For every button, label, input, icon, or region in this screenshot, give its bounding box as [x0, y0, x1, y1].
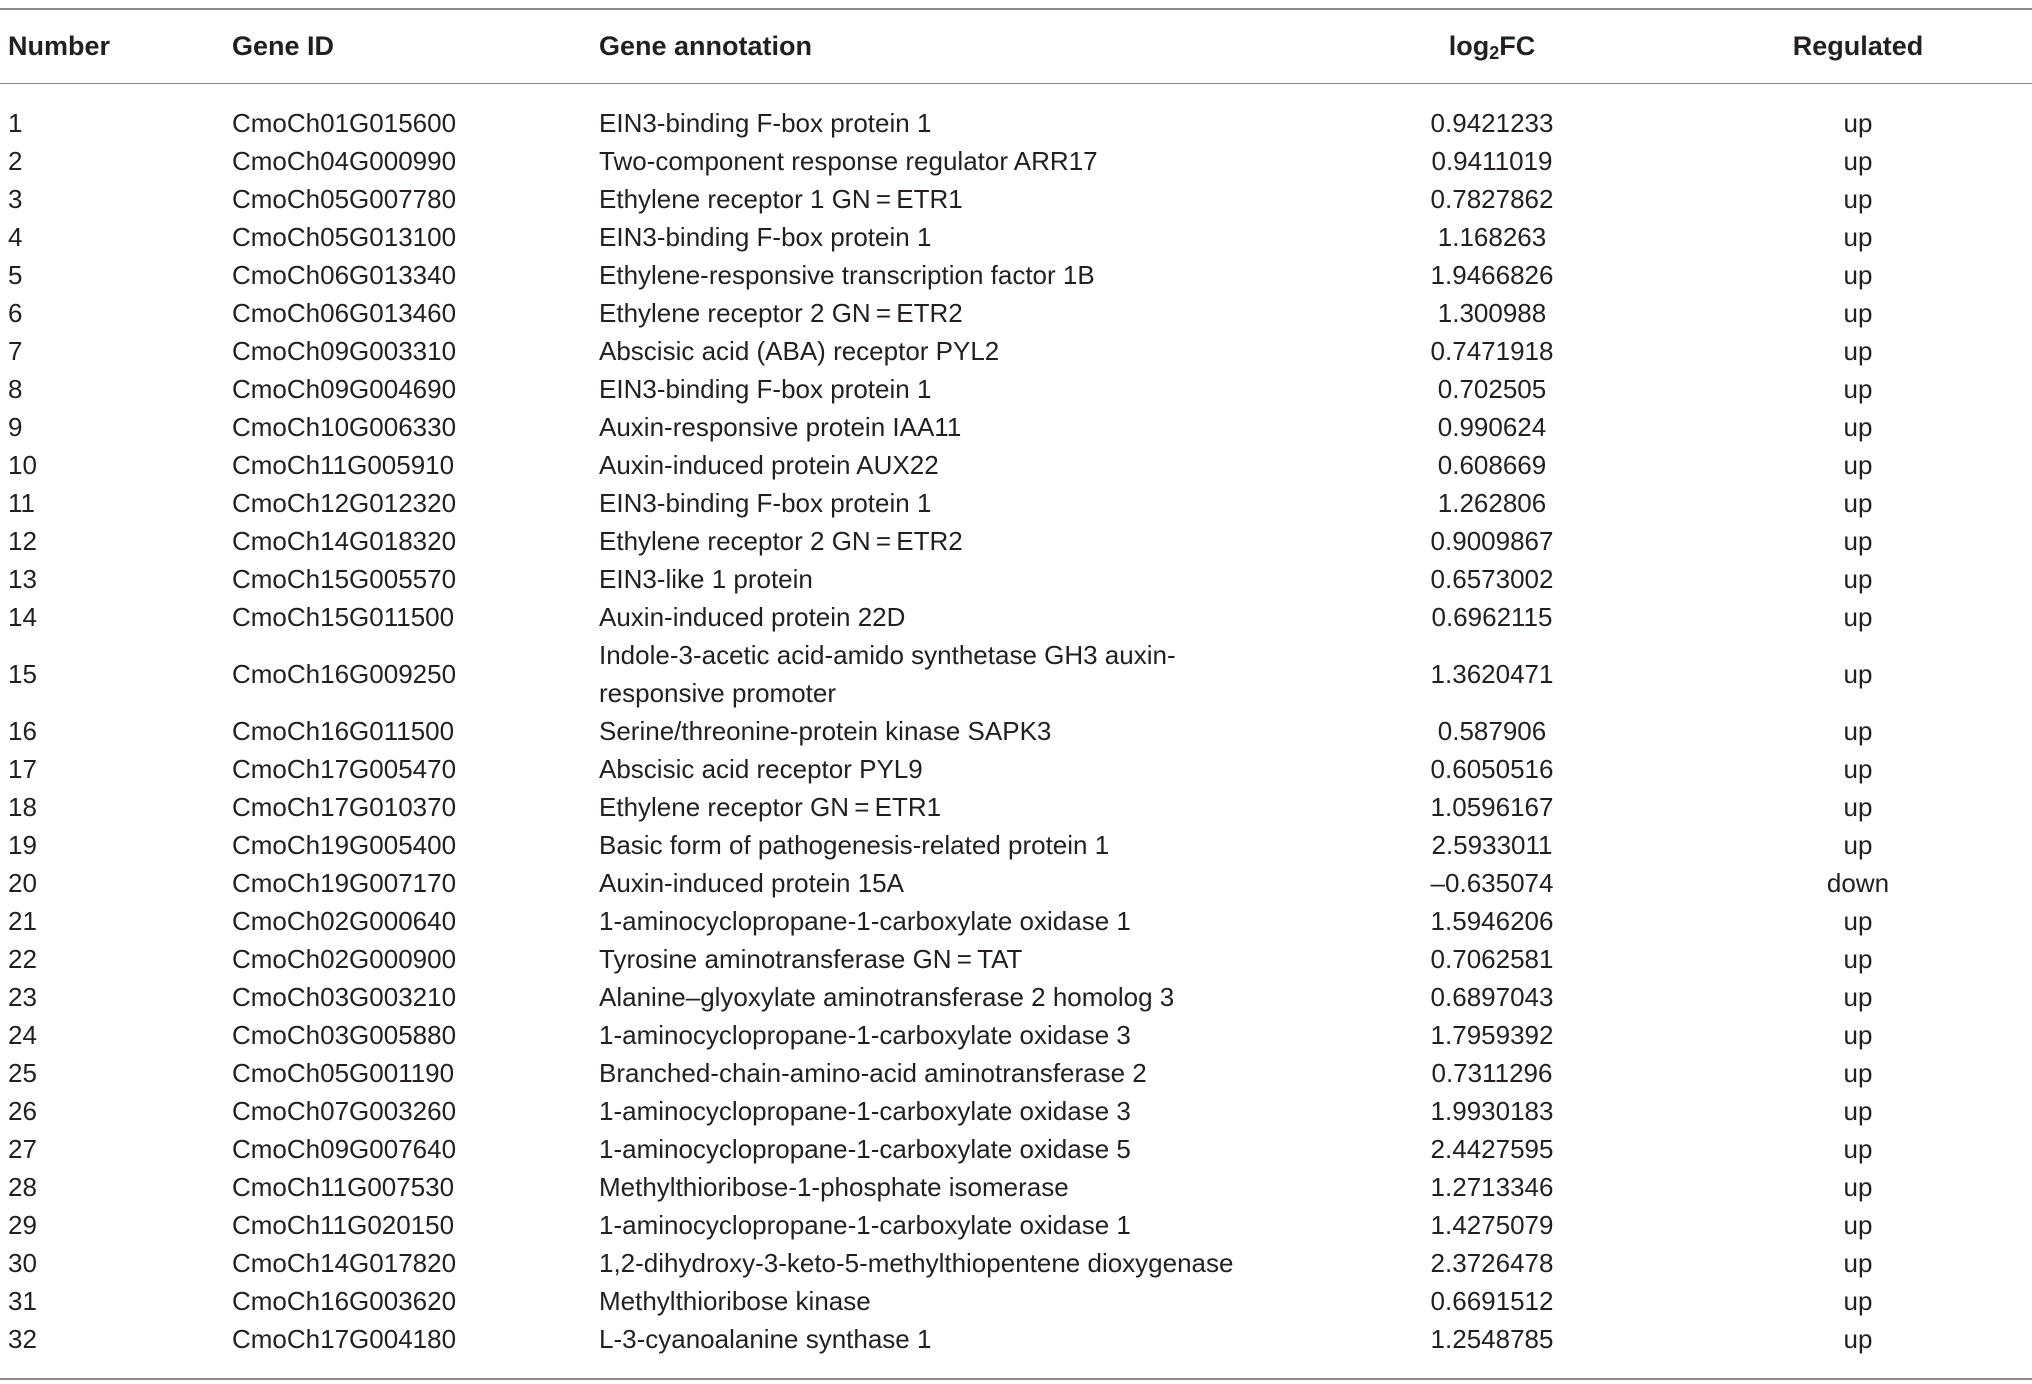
- cell-log2fc: 0.9411019: [1431, 145, 1553, 176]
- cell-gene-id: CmoCh17G005470: [232, 753, 457, 784]
- cell-gene-id: CmoCh05G001190: [232, 1057, 455, 1088]
- cell-gene-id: CmoCh07G003260: [232, 1095, 457, 1126]
- cell-number: 20: [8, 867, 37, 898]
- cell-regulated: up: [1843, 829, 1873, 860]
- cell-gene-annotation: Ethylene receptor 1 GN = ETR1: [599, 183, 963, 214]
- cell-gene-annotation: Abscisic acid (ABA) receptor PYL2: [599, 335, 1000, 366]
- cell-gene-annotation: EIN3-binding F-box protein 1: [599, 107, 932, 138]
- header-log2fc-suffix: FC: [1499, 31, 1536, 61]
- cell-gene-annotation: Tyrosine aminotransferase GN = TAT: [599, 943, 1023, 974]
- table-row: [0, 1016, 2032, 1054]
- cell-log2fc: 1.2548785: [1430, 1323, 1554, 1354]
- table-row: [0, 1168, 2032, 1206]
- cell-gene-id: CmoCh15G005570: [232, 563, 457, 594]
- cell-log2fc: 0.7062581: [1430, 943, 1554, 974]
- cell-gene-id: CmoCh04G000990: [232, 145, 457, 176]
- cell-log2fc: 0.702505: [1437, 373, 1547, 404]
- cell-regulated: up: [1843, 1247, 1873, 1278]
- cell-log2fc: 2.5933011: [1431, 829, 1553, 860]
- cell-gene-id: CmoCh19G005400: [232, 829, 457, 860]
- cell-number: 24: [8, 1019, 37, 1050]
- cell-gene-id: CmoCh03G005880: [232, 1019, 457, 1050]
- cell-log2fc: 0.6573002: [1430, 563, 1554, 594]
- cell-log2fc: 0.6962115: [1431, 601, 1553, 632]
- cell-regulated: up: [1843, 601, 1873, 632]
- cell-gene-annotation: 1-aminocyclopropane-1-carboxylate oxidase 3: [599, 1019, 1131, 1050]
- cell-gene-annotation: Serine/threonine-protein kinase SAPK3: [599, 715, 1052, 746]
- cell-number: 31: [8, 1285, 37, 1316]
- table-row: [0, 902, 2032, 940]
- cell-log2fc: 1.168263: [1437, 221, 1547, 252]
- cell-gene-annotation: Indole-3-acetic acid-amido synthetase GH3 auxin-responsive promoter: [599, 640, 1176, 708]
- cell-gene-id: CmoCh09G003310: [232, 335, 457, 366]
- cell-gene-id: CmoCh15G011500: [232, 601, 455, 632]
- cell-number: 9: [8, 411, 23, 442]
- table-row: [0, 1092, 2032, 1130]
- cell-log2fc: 0.608669: [1437, 449, 1547, 480]
- cell-log2fc: 1.300988: [1437, 297, 1547, 328]
- header-gene-annotation: Gene annotation: [599, 31, 813, 61]
- cell-number: 21: [8, 905, 37, 936]
- cell-regulated: up: [1843, 335, 1873, 366]
- cell-number: 14: [8, 601, 37, 632]
- cell-regulated: up: [1843, 183, 1873, 214]
- table-row: [0, 484, 2032, 522]
- cell-log2fc: 0.7471918: [1430, 335, 1554, 366]
- cell-log2fc: 2.4427595: [1430, 1133, 1554, 1164]
- cell-number: 30: [8, 1247, 37, 1278]
- table-row: [0, 1130, 2032, 1168]
- cell-regulated: up: [1843, 1323, 1873, 1354]
- cell-number: 29: [8, 1209, 37, 1240]
- cell-gene-annotation: 1,2-dihydroxy-3-keto-5-methylthiopentene dioxygenase: [599, 1247, 1234, 1278]
- table-row: [0, 598, 2032, 636]
- cell-number: 18: [8, 791, 37, 822]
- table-row: [0, 370, 2032, 408]
- cell-number: 4: [8, 221, 23, 252]
- header-number: Number: [8, 31, 111, 61]
- cell-regulated: up: [1843, 1209, 1873, 1240]
- cell-regulated: up: [1843, 563, 1873, 594]
- cell-log2fc: 1.2713346: [1430, 1171, 1554, 1202]
- cell-gene-id: CmoCh11G020150: [232, 1209, 455, 1240]
- table-row: [0, 560, 2032, 598]
- cell-log2fc: –0.635074: [1430, 867, 1554, 898]
- cell-regulated: up: [1843, 753, 1873, 784]
- cell-gene-annotation: Ethylene receptor GN = ETR1: [599, 791, 942, 822]
- cell-number: 26: [8, 1095, 37, 1126]
- cell-regulated: up: [1843, 449, 1873, 480]
- table-row: [0, 940, 2032, 978]
- cell-gene-id: CmoCh09G007640: [232, 1133, 457, 1164]
- cell-number: 25: [8, 1057, 37, 1088]
- cell-regulated: up: [1843, 1171, 1873, 1202]
- table-body: [0, 104, 2032, 1358]
- table-header-row: [0, 20, 2032, 72]
- cell-gene-id: CmoCh01G015600: [232, 107, 457, 138]
- cell-log2fc: 1.0596167: [1430, 791, 1554, 822]
- cell-gene-annotation: 1-aminocyclopropane-1-carboxylate oxidase 1: [599, 1209, 1131, 1240]
- cell-gene-id: CmoCh19G007170: [232, 867, 457, 898]
- cell-number: 19: [8, 829, 37, 860]
- table-row: [0, 180, 2032, 218]
- cell-gene-id: CmoCh05G013100: [232, 221, 457, 252]
- cell-gene-annotation: Auxin-induced protein AUX22: [599, 449, 939, 480]
- cell-log2fc: 2.3726478: [1430, 1247, 1554, 1278]
- cell-number: 7: [8, 335, 23, 366]
- cell-gene-id: CmoCh02G000640: [232, 905, 457, 936]
- cell-number: 23: [8, 981, 37, 1012]
- cell-number: 5: [8, 259, 23, 290]
- cell-regulated: up: [1843, 1095, 1873, 1126]
- cell-gene-annotation: Abscisic acid receptor PYL9: [599, 753, 923, 784]
- cell-log2fc: 1.7959392: [1430, 1019, 1554, 1050]
- cell-regulated: up: [1843, 1133, 1873, 1164]
- cell-gene-id: CmoCh05G007780: [232, 183, 457, 214]
- cell-gene-id: CmoCh02G000900: [232, 943, 457, 974]
- cell-log2fc: 0.6897043: [1430, 981, 1554, 1012]
- cell-gene-id: CmoCh16G009250: [232, 658, 457, 689]
- cell-regulated: up: [1843, 487, 1873, 518]
- cell-gene-id: CmoCh06G013460: [232, 297, 457, 328]
- cell-log2fc: 0.6050516: [1430, 753, 1554, 784]
- cell-log2fc: 0.587906: [1437, 715, 1547, 746]
- table-row: [0, 256, 2032, 294]
- table-row: [0, 636, 2032, 712]
- table-row: [0, 446, 2032, 484]
- header-gene-id: Gene ID: [232, 31, 335, 61]
- cell-gene-id: CmoCh16G011500: [232, 715, 455, 746]
- cell-gene-annotation: EIN3-binding F-box protein 1: [599, 373, 932, 404]
- cell-regulated: up: [1843, 1019, 1873, 1050]
- cell-log2fc: 1.3620471: [1430, 658, 1554, 689]
- cell-log2fc: 0.9421233: [1430, 107, 1554, 138]
- cell-regulated: up: [1843, 297, 1873, 328]
- cell-gene-annotation: 1-aminocyclopropane-1-carboxylate oxidase 5: [599, 1133, 1131, 1164]
- cell-log2fc: 1.9466826: [1430, 259, 1554, 290]
- cell-gene-id: CmoCh12G012320: [232, 487, 457, 518]
- table-header-rule: [0, 83, 2032, 84]
- cell-number: 22: [8, 943, 37, 974]
- cell-regulated: up: [1843, 981, 1873, 1012]
- cell-gene-annotation: Basic form of pathogenesis-related protein 1: [599, 829, 1110, 860]
- cell-log2fc: 0.9009867: [1430, 525, 1554, 556]
- cell-gene-annotation: Ethylene receptor 2 GN = ETR2: [599, 525, 963, 556]
- table-row: [0, 218, 2032, 256]
- cell-gene-annotation: Branched-chain-amino-acid aminotransferase 2: [599, 1057, 1147, 1088]
- table-row: [0, 408, 2032, 446]
- cell-gene-annotation: Auxin-induced protein 22D: [599, 601, 906, 632]
- table-row: [0, 1206, 2032, 1244]
- cell-gene-id: CmoCh06G013340: [232, 259, 457, 290]
- cell-log2fc: 1.262806: [1437, 487, 1547, 518]
- table-row: [0, 522, 2032, 560]
- cell-regulated: up: [1843, 145, 1873, 176]
- table-row: [0, 1282, 2032, 1320]
- table-bottom-rule: [0, 1378, 2032, 1380]
- cell-gene-annotation: L-3-cyanoalanine synthase 1: [599, 1323, 932, 1354]
- table-row: [0, 1320, 2032, 1358]
- header-log2fc-base: log: [1448, 31, 1490, 61]
- table-row: [0, 788, 2032, 826]
- cell-log2fc: 0.6691512: [1430, 1285, 1554, 1316]
- cell-number: 12: [8, 525, 37, 556]
- cell-log2fc: 1.4275079: [1430, 1209, 1554, 1240]
- cell-regulated: up: [1843, 259, 1873, 290]
- cell-number: 13: [8, 563, 37, 594]
- cell-regulated: up: [1843, 1285, 1873, 1316]
- cell-regulated: up: [1843, 658, 1873, 689]
- cell-gene-annotation: Ethylene-responsive transcription factor 1B: [599, 259, 1095, 290]
- cell-number: 17: [8, 753, 37, 784]
- table-top-rule: [0, 8, 2032, 10]
- cell-regulated: up: [1843, 373, 1873, 404]
- table-row: [0, 332, 2032, 370]
- cell-regulated: up: [1843, 943, 1873, 974]
- header-log2fc: [1342, 20, 1642, 72]
- cell-gene-id: CmoCh09G004690: [232, 373, 457, 404]
- cell-regulated: up: [1843, 107, 1873, 138]
- cell-number: 16: [8, 715, 37, 746]
- cell-gene-id: CmoCh17G004180: [232, 1323, 457, 1354]
- table-row: [0, 294, 2032, 332]
- cell-regulated: up: [1843, 791, 1873, 822]
- cell-log2fc: 1.9930183: [1430, 1095, 1554, 1126]
- cell-number: 15: [8, 658, 37, 689]
- table-row: [0, 978, 2032, 1016]
- table-row: [0, 712, 2032, 750]
- cell-gene-annotation: EIN3-binding F-box protein 1: [599, 487, 932, 518]
- cell-gene-annotation: Methylthioribose-1-phosphate isomerase: [599, 1171, 1069, 1202]
- cell-number: 32: [8, 1323, 37, 1354]
- table-row: [0, 104, 2032, 142]
- cell-gene-id: CmoCh14G018320: [232, 525, 457, 556]
- cell-number: 3: [8, 183, 23, 214]
- cell-gene-id: CmoCh16G003620: [232, 1285, 457, 1316]
- cell-gene-id: CmoCh03G003210: [232, 981, 457, 1012]
- cell-regulated: up: [1843, 715, 1873, 746]
- cell-gene-annotation: EIN3-like 1 protein: [599, 563, 813, 594]
- cell-gene-annotation: Ethylene receptor 2 GN = ETR2: [599, 297, 963, 328]
- cell-gene-annotation: 1-aminocyclopropane-1-carboxylate oxidase 1: [599, 905, 1131, 936]
- cell-gene-id: CmoCh14G017820: [232, 1247, 457, 1278]
- cell-log2fc: 1.5946206: [1430, 905, 1554, 936]
- cell-number: 10: [8, 449, 37, 480]
- cell-number: 2: [8, 145, 23, 176]
- cell-gene-annotation: Two-component response regulator ARR17: [599, 145, 1098, 176]
- cell-gene-annotation: Auxin-responsive protein IAA11: [599, 411, 962, 442]
- cell-regulated: up: [1843, 411, 1873, 442]
- cell-regulated: up: [1843, 221, 1873, 252]
- cell-regulated: down: [1826, 867, 1890, 898]
- table-row: [0, 1244, 2032, 1282]
- header-log2fc-subscript: 2: [1489, 43, 1500, 63]
- table-row: [0, 826, 2032, 864]
- cell-number: 27: [8, 1133, 37, 1164]
- table-row: [0, 1054, 2032, 1092]
- cell-gene-id: CmoCh11G007530: [232, 1171, 455, 1202]
- cell-number: 28: [8, 1171, 37, 1202]
- cell-regulated: up: [1843, 905, 1873, 936]
- header-regulated: Regulated: [1792, 31, 1924, 61]
- cell-log2fc: 0.7827862: [1430, 183, 1554, 214]
- cell-gene-annotation: 1-aminocyclopropane-1-carboxylate oxidase 3: [599, 1095, 1131, 1126]
- cell-gene-annotation: Alanine–glyoxylate aminotransferase 2 homolog 3: [599, 981, 1175, 1012]
- cell-log2fc: 0.990624: [1437, 411, 1547, 442]
- cell-regulated: up: [1843, 1057, 1873, 1088]
- cell-gene-id: CmoCh17G010370: [232, 791, 457, 822]
- table-row: [0, 750, 2032, 788]
- cell-number: 8: [8, 373, 23, 404]
- table-row: [0, 142, 2032, 180]
- cell-gene-annotation: EIN3-binding F-box protein 1: [599, 221, 932, 252]
- cell-gene-annotation: Methylthioribose kinase: [599, 1285, 871, 1316]
- cell-number: 1: [8, 107, 23, 138]
- cell-number: 6: [8, 297, 23, 328]
- cell-regulated: up: [1843, 525, 1873, 556]
- cell-log2fc: 0.7311296: [1431, 1057, 1553, 1088]
- table-row: [0, 864, 2032, 902]
- cell-gene-id: CmoCh10G006330: [232, 411, 457, 442]
- cell-gene-annotation: Auxin-induced protein 15A: [599, 867, 904, 898]
- cell-number: 11: [8, 487, 35, 518]
- cell-gene-id: CmoCh11G005910: [232, 449, 455, 480]
